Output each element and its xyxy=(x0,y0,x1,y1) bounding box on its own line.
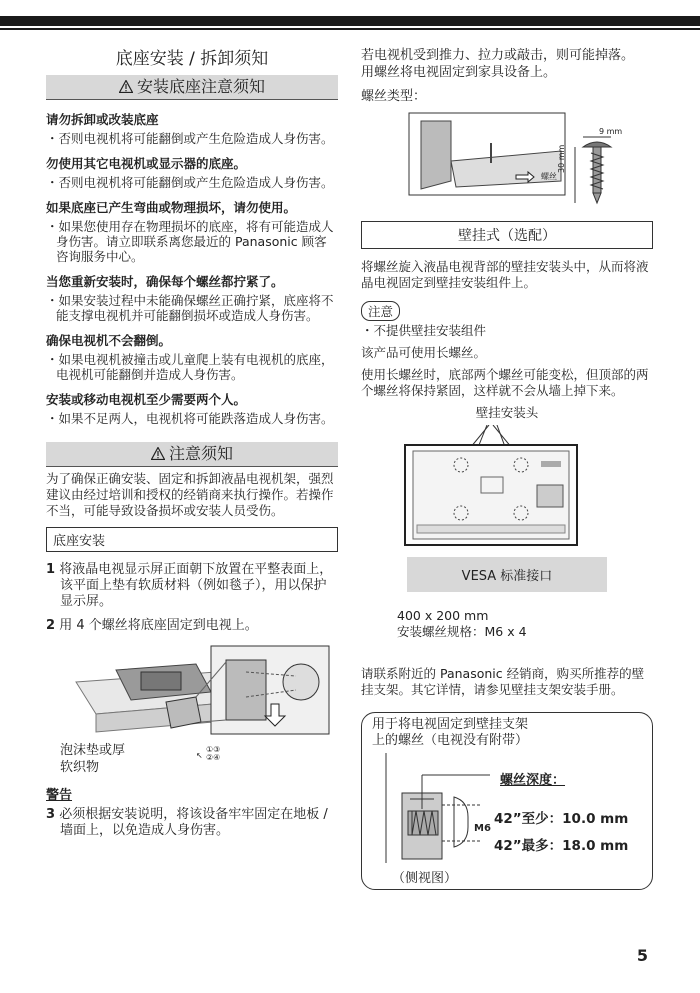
screw-numbers-bottom: ②④ xyxy=(206,753,221,762)
note-no-kit: ・不提供壁挂安装组件 xyxy=(361,323,487,338)
screw-illustration xyxy=(361,111,653,207)
screw-type-figure xyxy=(361,111,653,207)
warning-label: 警告 xyxy=(46,788,73,803)
step-text: 必须根据安装说明，将该设备牢牢固定在地板 / 墙面上，以免造成人身伤害。 xyxy=(59,807,328,838)
foam-pad-label-line1: 泡沫垫或厚 xyxy=(60,743,126,758)
step-1 xyxy=(46,562,338,610)
wall-mount-header: 壁挂式（选配） xyxy=(361,221,653,249)
screw-box-title-line2: 上的螺丝（电视没有附带） xyxy=(372,733,529,748)
caution-text: ・否则电视机将可能翻倒或产生危险造成人身伤害。 xyxy=(46,131,334,146)
caution-item xyxy=(46,110,338,146)
contact-dealer-text: 请联系附近的 Panasonic 经销商，购买所推荐的壁挂支架。其它详情，请参见壁挂支架安装手册。 xyxy=(361,666,645,697)
caution-text: ・如果电视机被撞击或儿童爬上装有电视机的底座，电视机可能翻倒并造成人身伤害。 xyxy=(46,352,334,382)
dim-30mm: 30 mm xyxy=(557,144,566,173)
step-3 xyxy=(46,807,338,839)
page-number: 5 xyxy=(636,946,648,965)
notice-header-text: 注意须知 xyxy=(168,444,233,463)
vesa-screw-spec: 安装螺丝规格：M6 x 4 xyxy=(397,624,527,639)
caution-text: ・如果您使用存在物理损坏的底座，将有可能造成人身伤害。请立即联系离您最近的 Panasonic 顾客咨询服务中心。 xyxy=(46,219,334,264)
notice-text: 为了确保正确安装、固定和拆卸液晶电视机架，强烈建议由经过培训和授权的经销商来执行操作。若操作不当，可能导致设备损坏或安装人员受伤。 xyxy=(46,471,334,518)
note-long-screw: 该产品可使用长螺丝。 xyxy=(361,345,487,360)
side-view-label: （侧视图） xyxy=(392,871,458,886)
step-number: 3 xyxy=(46,807,56,822)
warning-triangle-icon xyxy=(119,80,133,93)
screw-depth-diagram xyxy=(362,713,652,889)
caution-heading: 如果底座已产生弯曲或物理损坏，请勿使用。 xyxy=(46,200,297,215)
vesa-size: 400 x 200 mm xyxy=(397,608,489,623)
caution-heading: 勿使用其它电视机或显示器的底座。 xyxy=(46,156,247,171)
push-pull-text: 若电视机受到推力、拉力或敲击，则可能掉落。 xyxy=(361,48,635,63)
foam-pad-label-line2: 软织物 xyxy=(60,760,100,775)
right-column xyxy=(361,48,653,890)
notice-header xyxy=(46,442,338,467)
step-text: 用 4 个螺丝将底座固定到电视上。 xyxy=(59,618,258,633)
step-text: 将液晶电视显示屏正面朝下放置在平整表面上，该平面上垫有软质材料（例如毯子），用以保护显示屏。 xyxy=(59,562,333,609)
caution-text: ・否则电视机将可能翻倒或产生危险造成人身伤害。 xyxy=(46,175,334,190)
wall-mount-text: 将螺丝旋入液晶电视背部的壁挂安装头中，从而将液晶电视固定到壁挂安装组件上。 xyxy=(361,259,649,290)
depth-min: 42”至少：10.0 mm xyxy=(494,811,629,827)
top-rule xyxy=(0,0,700,18)
caution-heading: 确保电视机不会翻倒。 xyxy=(46,333,172,348)
caution-item xyxy=(46,390,338,426)
note-label: 注意 xyxy=(361,301,400,321)
screw-label: 螺丝 xyxy=(541,172,557,181)
svg-text:↖: ↖ xyxy=(196,751,203,760)
caution-heading: 当您重新安装时，确保每个螺丝都拧紧了。 xyxy=(46,274,284,289)
screw-box-title-line1: 用于将电视固定到壁挂支架 xyxy=(372,717,529,732)
stand-caution-header xyxy=(46,75,338,100)
mount-head-label: 壁挂安装头 xyxy=(475,405,539,420)
stand-install-box: 底座安装 xyxy=(46,527,338,552)
screw-order-numbers xyxy=(206,746,220,762)
left-column xyxy=(46,40,338,847)
dim-9mm: 9 mm xyxy=(599,127,623,136)
stand-caution-text: 安装底座注意须知 xyxy=(136,77,265,96)
tv-back-illustration xyxy=(361,425,653,549)
wall-mount-figure xyxy=(361,425,653,549)
screw-depth-label: 螺丝深度： xyxy=(500,773,566,788)
vesa-label: VESA 标准接口 xyxy=(407,557,607,592)
caution-heading: 请勿拆卸或改装底座 xyxy=(46,112,159,127)
caution-item xyxy=(46,154,338,190)
step-number: 1 xyxy=(46,562,56,577)
caution-item xyxy=(46,331,338,382)
screw-type-label: 螺丝类型： xyxy=(361,89,427,104)
warning-triangle-icon xyxy=(151,447,165,460)
depth-max: 42”最多：18.0 mm xyxy=(494,838,629,854)
caution-item xyxy=(46,198,338,264)
caution-heading: 安装或移动电视机至少需要两个人。 xyxy=(46,392,247,407)
page-title: 底座安装 / 拆卸须知 xyxy=(115,49,269,69)
caution-item xyxy=(46,272,338,323)
m6-label: M6 xyxy=(474,823,491,834)
screw-depth-box xyxy=(361,712,653,890)
caution-text: ・如果安装过程中未能确保螺丝正确拧紧，底座将不能支撑电视机并可能翻倒损坏或造成人身伤害。 xyxy=(46,293,334,323)
step-2 xyxy=(46,618,338,634)
fix-to-furniture-text: 用螺丝将电视固定到家具设备上。 xyxy=(361,65,557,80)
caution-text: ・如果不足两人，电视机将可能跌落造成人身伤害。 xyxy=(46,411,334,426)
step-number: 2 xyxy=(46,618,56,633)
note-long-screw-detail: 使用长螺丝时，底部两个螺丝可能变松，但顶部的两个螺丝将保持紧固，这样就不会从墙上掉下来。 xyxy=(361,367,649,398)
foam-pad-label xyxy=(60,742,125,776)
screw-numbers-top: ①③ xyxy=(206,745,221,754)
stand-install-figure xyxy=(46,642,338,774)
